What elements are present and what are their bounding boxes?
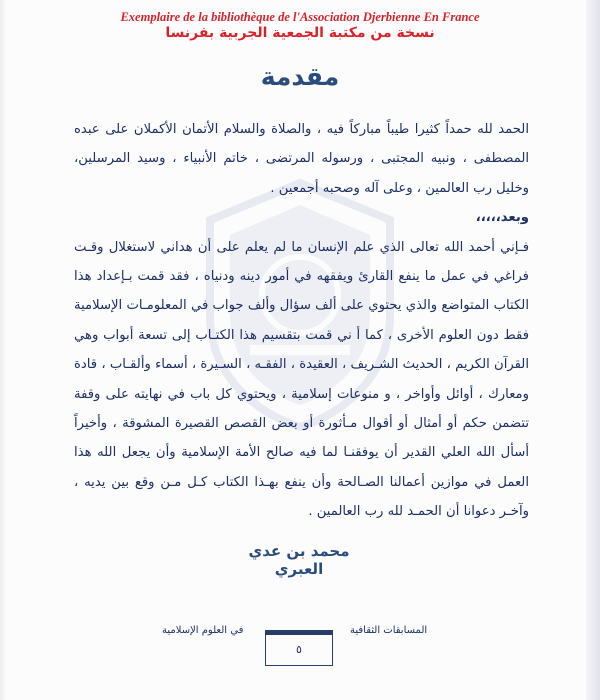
introduction-body xyxy=(74,115,529,527)
paragraph-praise: الحمد لله حمداً كثيرا طيباً مباركاً فيه ، والصلاة والسلام الأتمان الأكملان على عبده المصطفى ، ونبيه المجتبى ، ورسوله المرتضى ، خاتم الأنبياء ، وسيد المرسلين، وخليل رب العالمين ، وعلى آله وصحبه أجمعين . xyxy=(74,122,529,196)
paragraph-main: فـإني أحمد الله تعالى الذي علم الإنسان ما لم يعلم على أن هداني لاستغلال وقـت فراغي في عمل ما ينفع القارئ ويفقهه في أمور دينه ودنياه ، فقد قمت بـإعداد هذا الكتاب المتواضع والذي يحتوي على ألف سؤال وألف جواب في المعلومـات الإسلامية فقط دون العلوم الأخرى ، كما أ ني قمت بتقسيم هذا الكتـاب إلى تسعة أبواب وهي القرآن الكريم ، الحديث الشـريف ، العقيدة ، الفقـه ، السـيرة ، أسماء وألقـاب ، قادة ومعارك ، أوائل وأواخر ، و منوعات إسلامية ، ويحتوي كل باب في نهايته على وقفة تتضمن حكم أو أمثال أو أقوال مـأثورة أو بعض القصص القصيرة المشوقة ، وأخيراً أسأل الله العلي القدير أن يوفقنـا لما فيه صالح الأمة الإسلامية وأن يجعل الله هذا العمل في موازين أعمالنا الصـالحة وأن ينفع بهـذا الكتاب كـل مـن وقع بين يديه ، وآخـر دعوانا أن الحمـد لله رب العالمين . xyxy=(74,239,529,520)
library-note-french: Exemplaire de la bibliothèque de l'Association Djerbienne En France xyxy=(120,10,480,24)
page-number: ٥ xyxy=(296,643,302,656)
page-edge-left xyxy=(0,0,6,700)
paragraph-greeting: وبعد،،،،، xyxy=(475,210,529,226)
author-signature: محمد بن عدي العبري xyxy=(248,542,350,578)
page-box-top-bar xyxy=(265,630,333,635)
footer-book-title: المسابقات الثقافية xyxy=(350,625,428,636)
library-note-arabic: نسخة من مكتبة الجمعية الجربية بفرنسا xyxy=(165,25,435,41)
page-title: مقدمة xyxy=(260,62,340,91)
footer-subtitle: في العلوم الإسلامية xyxy=(162,625,244,636)
page-number-box xyxy=(265,630,333,666)
page-edge-right xyxy=(586,0,600,700)
